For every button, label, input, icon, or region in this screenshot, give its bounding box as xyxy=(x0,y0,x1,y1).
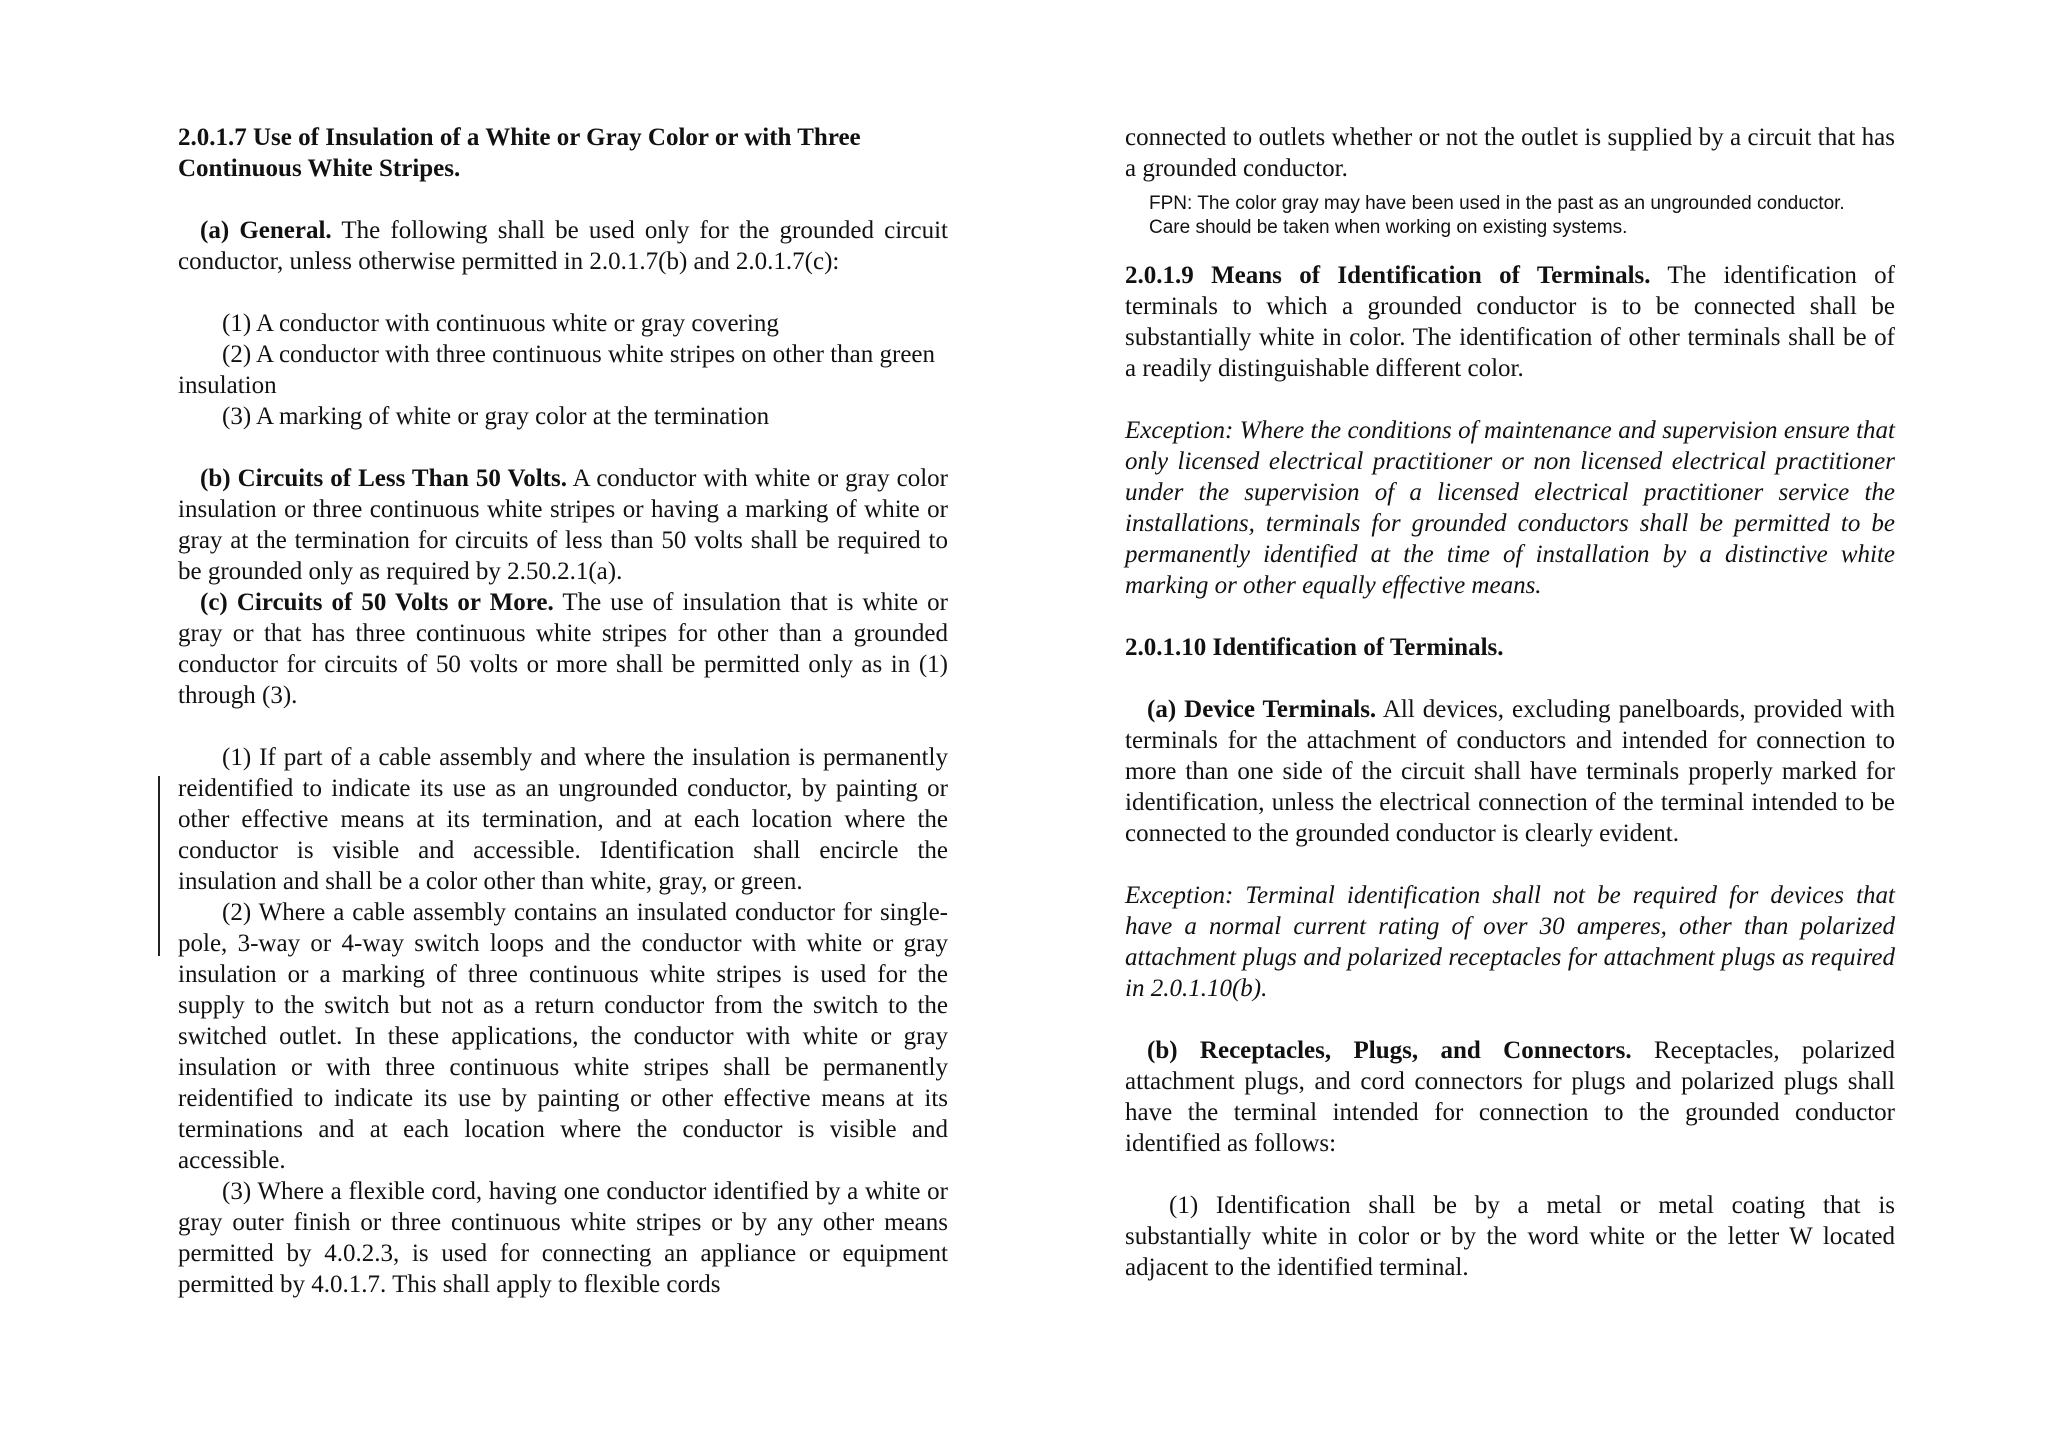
section-2-0-1-9-text: The identification of terminals to which a grounded conductor is to be connected shall be substantially white in color. The identification of other terminals shall be of a readily distinguishable different color. xyxy=(1125,262,1895,382)
receptacles-text: Receptacles, polarized attachment plugs, and cord connectors for plugs and polarized plugs shall have the terminal intended for connection to the grounded conductor identified as follows: xyxy=(1125,1037,1895,1157)
paragraph-c-circuits-50v-more xyxy=(178,587,948,711)
exception-paragraph-1: Exception: Where the conditions of maintenance and supervision ensure that only licensed electrical practitioner or non licensed electrical practitioner under the supervision of a licensed electrical practitioner service the installations, terminals for grounded conductors shall be permitted to be permanently identified at the time of installation by a distinctive white marking or other equally effective means. xyxy=(1125,417,1895,599)
paragraph-b-circuits-less-50v xyxy=(178,463,948,587)
list-item-c3: (3) Where a flexible cord, having one conductor identified by a white or gray outer finish or three continuous white stripes or by any other means permitted by 4.0.2.3, is used for connecting an appliance or equipment permitted by 4.0.1.7. This shall apply to flexible cords xyxy=(178,1178,948,1298)
list-item-c2: (2) Where a cable assembly contains an insulated conductor for single-pole, 3-way or 4-way switch loops and the conductor with white or gray insulation or a marking of three continuous white stripes is used for the supply to the switch but not as a return conductor from the switch to the switched outlet. In these applications, the conductor with white or gray insulation or with three continuous white stripes shall be permanently reidentified to indicate its use by painting or other effective means at its terminations and at each location where the conductor is visible and accessible. xyxy=(178,899,948,1174)
device-terminals-text: All devices, excluding panelboards, provided with terminals for the attachment of conductors and intended for connection to more than one side of the circuit shall have terminals properly marked for identification, unless the electrical connection of the terminal intended to be connected to the grounded conductor is clearly evident. xyxy=(1125,696,1895,847)
list-item-a2: (2) A conductor with three continuous white stripes on other than green insulation xyxy=(178,341,936,399)
paragraph-a-text: The following shall be used only for the grounded circuit conductor, unless otherwise permitted in 2.0.1.7(b) and 2.0.1.7(c): xyxy=(178,217,949,275)
list-item-receptacles-1: (1) Identification shall be by a metal or metal coating that is substantially white in color or by the word white or the letter W located adjacent to the identified terminal. xyxy=(1125,1192,1895,1281)
continuation-text: connected to outlets whether or not the outlet is supplied by a circuit that has a grounded conductor. xyxy=(1125,124,1895,182)
fine-print-note xyxy=(1149,192,1895,240)
left-column xyxy=(178,122,948,1300)
exception-paragraph-2: Exception: Terminal identification shall not be required for devices that have a normal current rating of over 30 amperes, other than polarized attachment plugs and polarized receptacles for attachment plugs as required in 2.0.1.10(b). xyxy=(1125,882,1895,1002)
fpn-line-1: FPN: The color gray may have been used in the past as an ungrounded conductor. xyxy=(1149,193,1845,214)
list-item-a1: (1) A conductor with continuous white or gray covering xyxy=(222,310,779,337)
device-terminals-label: (a) Device Terminals. xyxy=(1147,696,1377,723)
list-item-a3: (3) A marking of white or gray color at the termination xyxy=(222,403,770,430)
section-2-0-1-9 xyxy=(1125,260,1895,384)
right-column xyxy=(1125,122,1895,1283)
list-item-c1: (1) If part of a cable assembly and where the insulation is permanently reidentified to indicate its use as an ungrounded conductor, by painting or other effective means at its termination, and at each location where the conductor is visible and accessible. Identification shall encircle the insulation and shall be a color other than white, gray, or green. xyxy=(178,744,948,895)
section-heading-2-0-1-10: 2.0.1.10 Identification of Terminals. xyxy=(1125,634,1504,661)
paragraph-c-text: The use of insulation that is white or gray or that has three continuous white stripes for other than a grounded conductor for circuits of 50 volts or more shall be permitted only as in (1) through (3). xyxy=(178,589,948,709)
paragraph-c-label: (c) Circuits of 50 Volts or More. xyxy=(200,589,554,616)
fpn-line-2: Care should be taken when working on existing systems. xyxy=(1149,217,1628,238)
section-2-0-1-9-label: 2.0.1.9 Means of Identification of Terminals. xyxy=(1125,262,1651,289)
section-heading-2-0-1-7: 2.0.1.7 Use of Insulation of a White or Gray Color or with Three Continuous White Stripes. xyxy=(178,124,861,182)
paragraph-device-terminals xyxy=(1125,694,1895,849)
paragraph-receptacles xyxy=(1125,1035,1895,1159)
paragraph-b-label: (b) Circuits of Less Than 50 Volts. xyxy=(200,465,567,492)
paragraph-a-general xyxy=(178,215,948,277)
paragraph-a-label: (a) General. xyxy=(200,217,332,244)
revision-change-bar xyxy=(158,776,160,956)
paragraph-b-text: A conductor with white or gray color insulation or three continuous white stripes or having a marking of white or gray at the termination for circuits of less than 50 volts shall be required to be grounded only as required by 2.50.2.1(a). xyxy=(178,465,948,585)
receptacles-label: (b) Receptacles, Plugs, and Connectors. xyxy=(1147,1037,1632,1064)
